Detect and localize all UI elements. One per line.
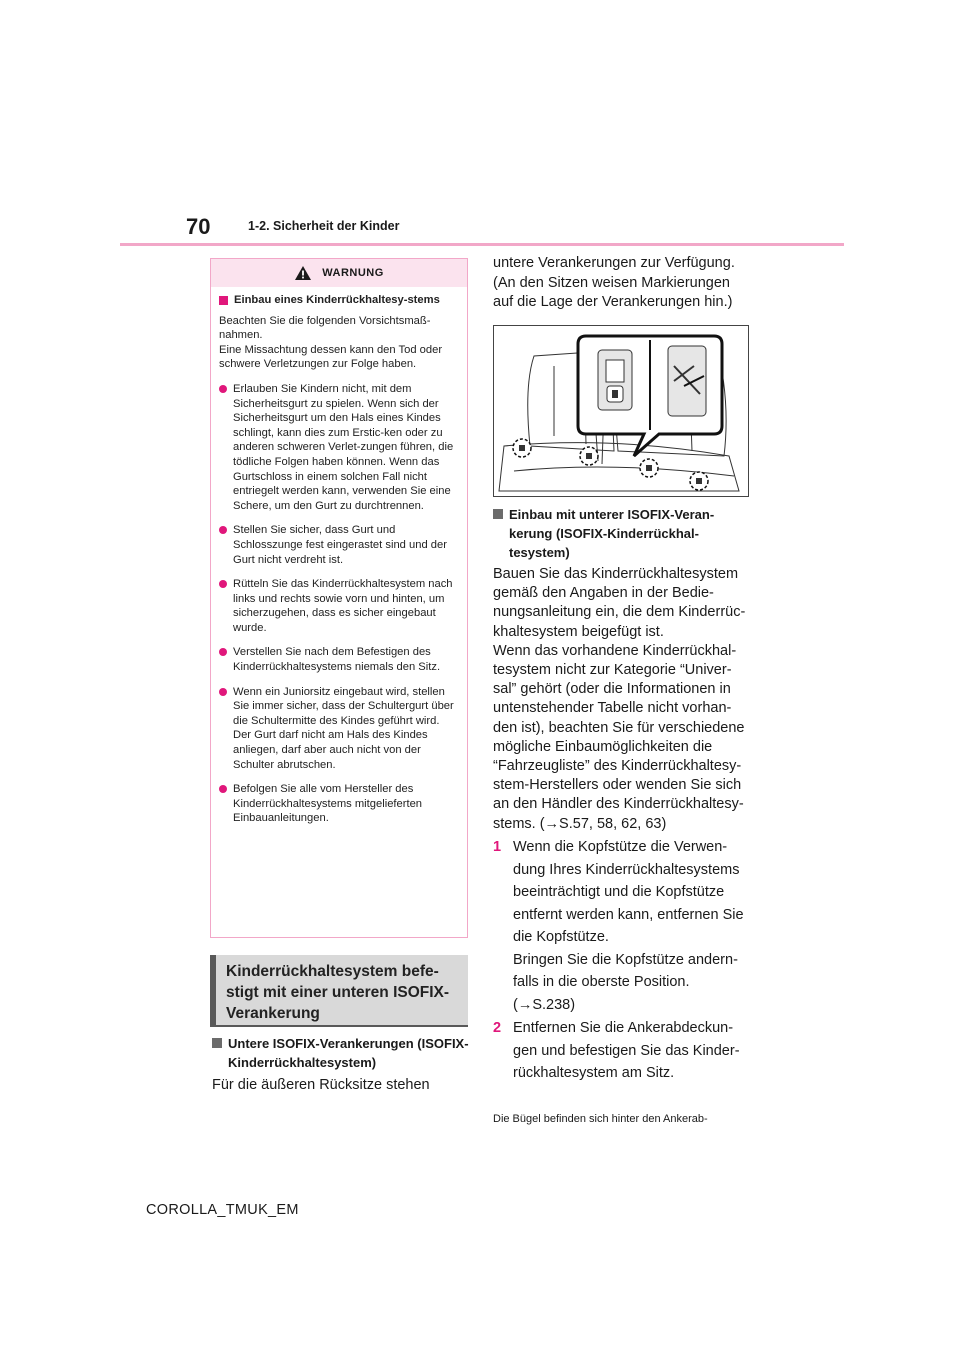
step-item — [493, 836, 753, 1016]
warning-item-text: Verstellen Sie nach dem Befestigen des Kinderrückhaltesystems niemals den Sitz. — [233, 646, 441, 674]
section-title: 1-2. Sicherheit der Kinder — [248, 219, 400, 233]
rear-seat-illustration — [494, 326, 748, 496]
warning-item — [219, 782, 457, 826]
warning-item — [219, 382, 457, 513]
dot-bullet-icon — [219, 385, 227, 393]
step-text: Entfernen Sie die Ankerabdeckun-gen und befestigen Sie das Kinder-rückhaltesystem am Sitz. — [513, 1020, 740, 1081]
warning-item — [219, 645, 457, 674]
dot-bullet-icon — [219, 526, 227, 534]
right-subheading — [493, 505, 753, 562]
warning-item — [219, 685, 457, 773]
right-paragraph-2: Bauen Sie das Kinderrückhaltesystem gemäß den Angaben in der Bedie-nungsanleitung ein, die dem Kinderrüc-khaltesystem beigefügt ist. Wenn das vorhandene Kinderrückhal-tesystem nicht zur Kategorie “Univer-sal” gehört (oder die Informationen in untenstehender Tabelle nicht vorhan-den ist), beachten Sie für verschiedene mögliche Einbaumöglichkeiten die “Fahrzeugliste” des Kinderrückhaltesy-stem-Herstellers oder wenden Sie sich an den Händler des Kinderrückhaltesy-stems. (→S.57, 58, 62, 63) — [493, 566, 746, 832]
warning-title: WARNUNG — [322, 267, 384, 279]
dot-bullet-icon — [219, 580, 227, 588]
warning-item-text: Erlauben Sie Kindern nicht, mit dem Sicherheitsgurt zu spielen. Wenn sich der Sicherheitsgurt um den Hals eines Kindes schlingt, kann dies zum Erstic-ken oder zu anderen schweren Verlet-zungen führen, die tödliche Folgen haben können. Wenn das Gurtschloss in einem solchen Fall nicht entriegelt werden kann, verwenden Sie eine Schere, um den Gurt zu durchtrennen. — [233, 382, 454, 512]
step-number: 2 — [493, 1020, 502, 1036]
dot-bullet-icon — [219, 688, 227, 696]
left-subheading-text: Untere ISOFIX-Verankerungen (ISOFIX-Kinderrückhaltesystem) — [228, 1036, 469, 1070]
step-item — [493, 1017, 753, 1085]
square-bullet-icon — [493, 509, 503, 519]
warning-item-text: Befolgen Sie alle vom Hersteller des Kinderrückhaltesystems mitgelieferten Einbauanleitungen. — [233, 783, 423, 825]
dot-bullet-icon — [219, 648, 227, 656]
left-paragraph: Für die äußeren Rücksitze stehen — [212, 1077, 430, 1093]
dot-bullet-icon — [219, 785, 227, 793]
square-bullet-icon — [219, 296, 228, 305]
warning-item — [219, 577, 457, 635]
warning-heading-text: Einbau eines Kinderrückhaltesy-stems — [234, 294, 440, 306]
warning-intro: Beachten Sie die folgenden Vorsichtsmaß-nahmen. Eine Missachtung dessen kann den Tod oder schwere Verletzungen zur Folge haben. — [219, 314, 443, 371]
warning-item-text: Wenn ein Juniorsitz eingebaut wird, stellen Sie immer sicher, dass der Schultergurt über die Schultermitte des Kindes geführt wird. Der Gurt darf nicht am Hals des Kindes anliegen, darf aber auch nicht von der Schulter abrutschen. — [233, 685, 454, 771]
section-heading-box: Kinderrückhaltesystem befe-stigt mit einer unteren ISOFIX-Verankerung — [210, 955, 468, 1027]
warning-box — [210, 258, 468, 938]
isofix-anchor-illustration — [493, 325, 749, 497]
step-number: 1 — [493, 839, 502, 855]
step-text: Wenn die Kopfstütze die Verwen-dung Ihres Kinderrückhaltesystems beeinträchtigt und die Kopfstütze entfernt werden kann, entfernen Sie die Kopfstütze. Bringen Sie die Kopfstütze andern-falls in die oberste Position. (→S.238) — [513, 839, 744, 1013]
warning-heading — [219, 293, 457, 308]
warning-triangle-icon — [294, 265, 312, 281]
left-subheading — [212, 1034, 470, 1072]
right-subheading-text: Einbau mit unterer ISOFIX-Veran-kerung (ISOFIX-Kinderrückhal-tesystem) — [509, 507, 715, 560]
document-id: COROLLA_TMUK_EM — [146, 1202, 299, 1218]
square-bullet-icon — [212, 1038, 222, 1048]
page-number: 70 — [186, 214, 211, 239]
warning-item-text: Stellen Sie sicher, dass Gurt und Schlosszunge fest eingerastet sind und der Gurt nicht verdreht ist. — [233, 524, 447, 566]
footnote: Die Bügel befinden sich hinter den Ankerab- — [493, 1113, 708, 1125]
right-paragraph-1: untere Verankerungen zur Verfügung. (An den Sitzen weisen Markierungen auf die Lage der Verankerungen hin.) — [493, 255, 735, 310]
header-rule — [120, 243, 844, 246]
warning-item — [219, 523, 457, 567]
warning-header — [211, 259, 467, 287]
warning-body — [211, 287, 467, 826]
warning-item-text: Rütteln Sie das Kinderrückhaltesystem nach links und rechts sowie vorn und hinten, um sicherzugehen, dass es sicher eingebaut wurde. — [233, 578, 453, 634]
